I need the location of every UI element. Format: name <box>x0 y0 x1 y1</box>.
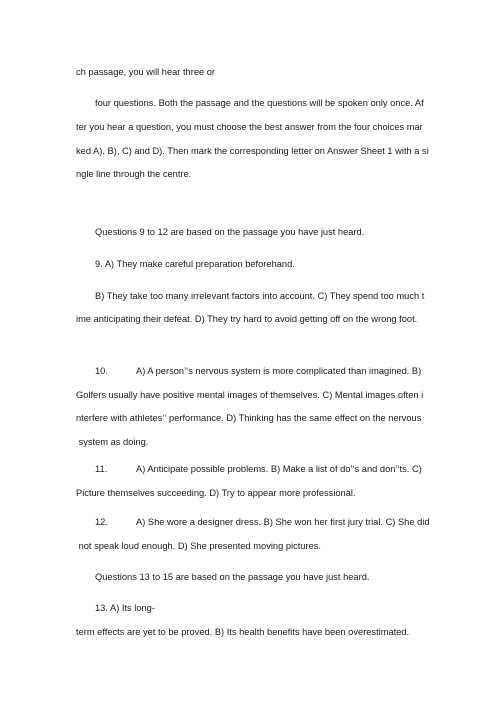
text-line: ked A), B), C) and D). Then mark the corresponding letter on Answer Sheet 1 with a si <box>76 146 429 156</box>
text-line: system as doing. <box>76 437 149 447</box>
question-number-12: 12. <box>95 517 108 527</box>
question-10: A) A person’‘s nervous system is more complicated than imagined. B) <box>136 366 422 376</box>
text-line: B) They take too many irrelevant factors into account. C) They spend too much t <box>95 291 425 301</box>
question-12: A) She wore a designer dress. B) She won her first jury trial. C) She did <box>136 517 430 527</box>
question-13: 13. A) Its long- <box>95 603 155 613</box>
text-line: four questions. Both the passage and the questions will be spoken only once. Af <box>95 98 424 108</box>
text-line: ter you hear a question, you must choose the best answer from the four choices mar <box>76 122 423 132</box>
text-line: nterfere with athletes’‘ performance. D) Thinking has the same effect on the nervous <box>76 413 422 423</box>
text-line: Picture themselves succeeding. D) Try to appear more professional. <box>76 488 356 498</box>
text-line: ch passage, you will hear three or <box>76 67 216 77</box>
question-number-11: 11. <box>95 464 108 474</box>
text-line: not speak loud enough. D) She presented moving pictures. <box>76 541 321 551</box>
section-heading: Questions 9 to 12 are based on the passage you have just heard. <box>95 227 365 237</box>
question-11: A) Anticipate possible problems. B) Make a list of do’‘s and don’‘ts. C) <box>136 464 422 474</box>
question-number-10: 10. <box>95 366 108 376</box>
text-line: Golfers usually have positive mental images of themselves. C) Mental images often i <box>76 390 424 400</box>
question-9: 9. A) They make careful preparation beforehand. <box>95 259 295 269</box>
section-heading: Questions 13 to 15 are based on the passage you have just heard. <box>95 572 370 582</box>
text-line: term effects are yet to be proved. B) Its health benefits have been overestimated. <box>76 627 410 637</box>
text-line: ime anticipating their defeat. D) They try hard to avoid getting off on the wrong foot. <box>76 314 418 324</box>
text-line: ngle line through the centre. <box>76 169 192 179</box>
